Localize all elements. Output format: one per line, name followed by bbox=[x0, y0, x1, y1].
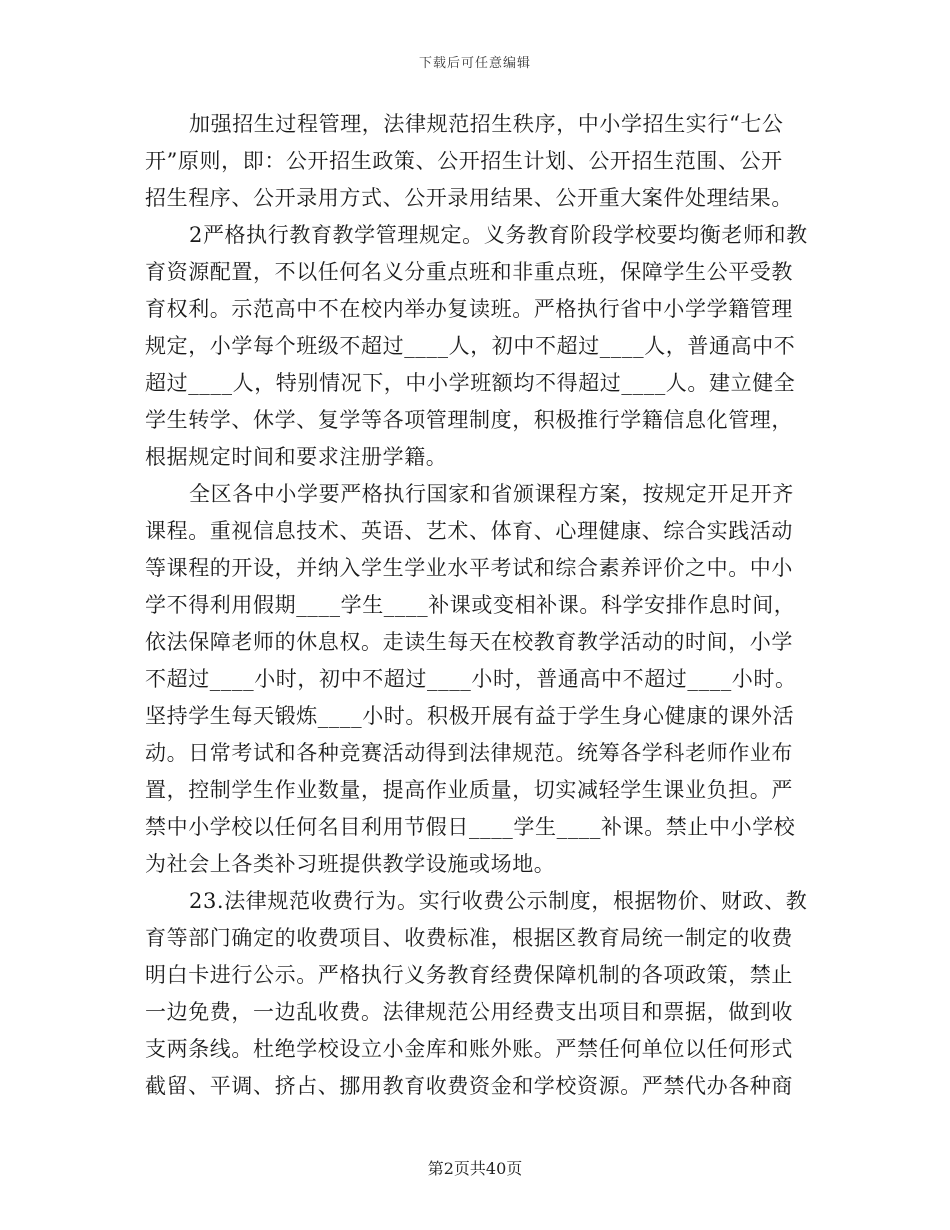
page-number: 第2页共40页 bbox=[427, 1159, 523, 1178]
text-line: 育等部门确定的收费项目、收费标准，根据区教育局统一制定的收费 bbox=[145, 926, 793, 950]
text-line: 招生程序、公开录用方式、公开录用结果、公开重大案件处理结果。 bbox=[145, 186, 793, 210]
text-line: 开”原则，即：公开招生政策、公开招生计划、公开招生范围、公开 bbox=[145, 149, 783, 173]
text-line: 23.法律规范收费行为。实行收费公示制度，根据物价、财政、教 bbox=[189, 889, 808, 913]
text-line: 规定，小学每个班级不超过____人，初中不超过____人，普通高中不 bbox=[145, 334, 796, 358]
text-line: 学生转学、休学、复学等各项管理制度，积极推行学籍信息化管理， bbox=[145, 408, 793, 432]
text-line: 学不得利用假期____学生____补课或变相补课。科学安排作息时间， bbox=[145, 593, 796, 617]
text-line: 根据规定时间和要求注册学籍。 bbox=[145, 445, 448, 469]
document-body bbox=[145, 106, 808, 1105]
page-header-note: 下载后可任意编辑 bbox=[418, 56, 531, 71]
text-line: 加强招生过程管理，法律规范招生秩序，中小学招生实行“七公 bbox=[189, 112, 784, 136]
text-line: 置，控制学生作业数量，提高作业质量，切实减轻学生课业负担。严 bbox=[145, 778, 793, 802]
text-line: 坚持学生每天锻炼____小时。积极开展有益于学生身心健康的课外活 bbox=[145, 704, 795, 728]
text-line: 育资源配置，不以任何名义分重点班和非重点班，保障学生公平受教 bbox=[145, 260, 793, 284]
text-line: 2严格执行教育教学管理规定。义务教育阶段学校要均衡老师和教 bbox=[189, 223, 808, 247]
text-line: 育权利。示范高中不在校内举办复读班。严格执行省中小学学籍管理 bbox=[145, 297, 793, 321]
text-line: 支两条线。杜绝学校设立小金库和账外账。严禁任何单位以任何形式 bbox=[145, 1037, 793, 1061]
text-line: 课程。重视信息技术、英语、艺术、体育、心理健康、综合实践活动 bbox=[145, 519, 793, 543]
text-line: 一边免费，一边乱收费。法律规范公用经费支出项目和票据，做到收 bbox=[145, 1000, 793, 1024]
text-line: 全区各中小学要严格执行国家和省颁课程方案，按规定开足开齐 bbox=[189, 482, 794, 506]
text-line: 等课程的开设，并纳入学生学业水平考试和综合素养评价之中。中小 bbox=[145, 556, 793, 580]
text-line: 为社会上各类补习班提供教学设施或场地。 bbox=[145, 852, 556, 876]
text-line: 依法保障老师的休息权。走读生每天在校教育教学活动的时间，小学 bbox=[145, 630, 793, 654]
text-line: 禁中小学校以任何名目利用节假日____学生____补课。禁止中小学校 bbox=[145, 815, 796, 839]
text-line: 动。日常考试和各种竞赛活动得到法律规范。统筹各学科老师作业布 bbox=[145, 741, 793, 765]
text-line: 不超过____小时，初中不超过____小时，普通高中不超过____小时。 bbox=[145, 667, 797, 691]
text-line: 超过____人，特别情况下，中小学班额均不得超过____人。建立健全 bbox=[145, 371, 796, 395]
text-line: 截留、平调、挤占、挪用教育收费资金和学校资源。严禁代办各种商 bbox=[145, 1074, 793, 1098]
text-line: 明白卡进行公示。严格执行义务教育经费保障机制的各项政策，禁止 bbox=[145, 963, 793, 987]
